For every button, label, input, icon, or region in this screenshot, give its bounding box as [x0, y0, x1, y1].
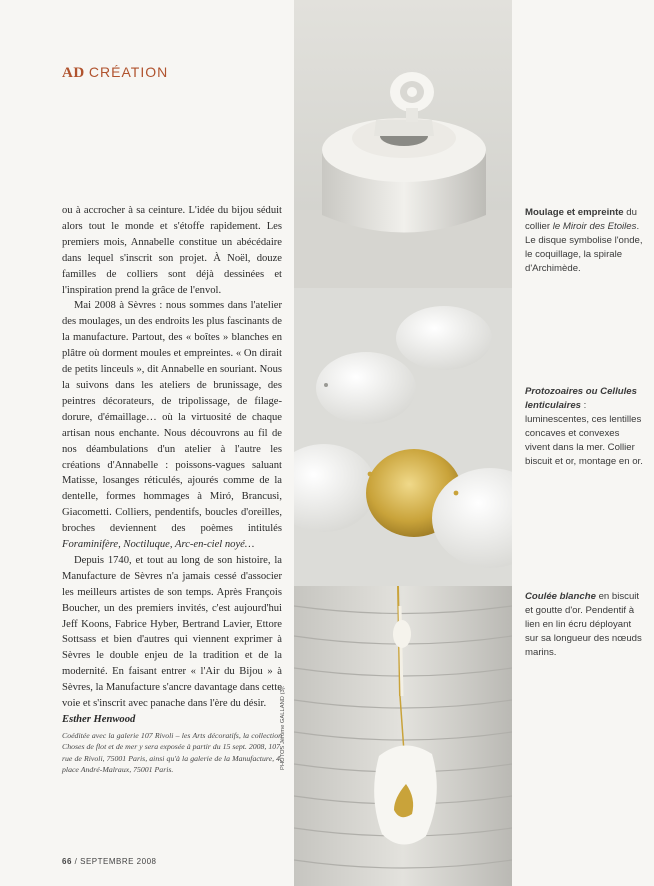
- caption-mould-text: . Le disque symbolise l'onde, le coquillage, la spirale d'Archimède.: [525, 221, 643, 274]
- caption-mould: [525, 206, 643, 276]
- brand-logo: AD: [62, 65, 85, 81]
- caption-lenses-title: Protozoaires ou Cellules lenticulaires: [525, 386, 637, 411]
- caption-pendant: [525, 590, 643, 660]
- paragraph-1: ou à accrocher à sa ceinture. L'idée du bijou séduit alors tout le monde et s'étoffe rapidement. Les premiers mois, Annabelle constitue un abécédaire dans lequel s'inscrit son projet. À Noël, douze familles de colliers sont déjà dessinées et l'inspiration prend la grâce de l'envol.: [62, 205, 282, 296]
- issue-date: SEPTEMBRE 2008: [80, 857, 157, 866]
- footer-separator: /: [74, 857, 78, 866]
- photo-pendant: [294, 586, 512, 886]
- paragraph-2: [62, 298, 282, 553]
- section-title: CRÉATION: [88, 64, 169, 80]
- exhibition-credit: Coéditée avec la galerie 107 Rivoli – les Arts décoratifs, la collection Choses de flot et de mer y sera exposée à partir du 15 sept. 2008, 107, rue de Rivoli, 75001 Paris, ainsi qu'à la galerie de la Manufacture, 4, place André-Malraux, 75001 Paris.: [62, 730, 282, 775]
- author-name: Esther Henwood: [62, 714, 136, 725]
- caption-mould-pre: du collier: [525, 207, 637, 232]
- page-footer: [62, 857, 156, 866]
- article-body: [62, 203, 282, 776]
- paragraph-3: Depuis 1740, et tout au long de son histoire, la Manufacture de Sèvres n'a jamais cessé d'associer les meilleurs artistes de son temps. Après François Boucher, un des premiers invités, c'est aujourd'hui Jeff Koons, Fabrice Hyber, Bertrand Lavier, Ettore Sottsass et bien d'autres qui viennent exprimer à Sèvres le double enjeu de la tradition et de la modernité. En faisant entrer « l'Air du Bijou » à Sèvres, la Manufacture s'ancre davantage dans cette voie et s'inscrit avec panache dans l'ère du désir.: [62, 554, 282, 710]
- caption-pendant-title: Coulée blanche: [525, 591, 596, 602]
- caption-mould-title: Moulage et empreinte: [525, 207, 624, 218]
- caption-mould-em: le Miroir des Etoiles: [552, 221, 637, 232]
- photo-mould: [294, 0, 512, 288]
- caption-pendant-text: en biscuit et goutte d'or. Pendentif à lien en lin écru déployant sur sa longueur des nœuds marins.: [525, 591, 642, 658]
- section-header: [62, 64, 168, 82]
- paragraph-2-text: Mai 2008 à Sèvres : nous sommes dans l'atelier des moulages, un des endroits les plus fascinants de la manufacture. Partout, des « boîtes » blanches en plâtre où dorment moules et empreintes. « On dirait de petits linceuls », dit Annabelle en souriant. Nous la suivons dans les ateliers de brunissage, des peintres décorateurs, de tripolissage, de filage-dorure, d'émaillage… où la virtuosité de chaque artisan nous enchante. Nous découvrons au fil de nos déambulations d'un atelier à l'autre les créations d'Annabelle : poissons-vagues saluant Matisse, losanges réticulés, ajourés comme de la dentelle, formes hommages à Miró, Brancusi, Giacometti. Colliers, pendentifs, boucles d'oreilles, broches deviennent des poèmes intitulés: [62, 300, 282, 535]
- photo-credit: PHOTOS Jérôme GALLAND (3).: [280, 685, 286, 770]
- caption-lenses: [525, 385, 643, 469]
- poem-titles: Foraminifère, Noctiluque, Arc-en-ciel noyé…: [62, 539, 255, 551]
- page-number: 66: [62, 857, 72, 866]
- photo-lenses: [294, 288, 512, 586]
- caption-lenses-text: : luminescentes, ces lentilles concaves et convexes vivent dans la mer. Collier biscuit et or, montage en or.: [525, 400, 643, 467]
